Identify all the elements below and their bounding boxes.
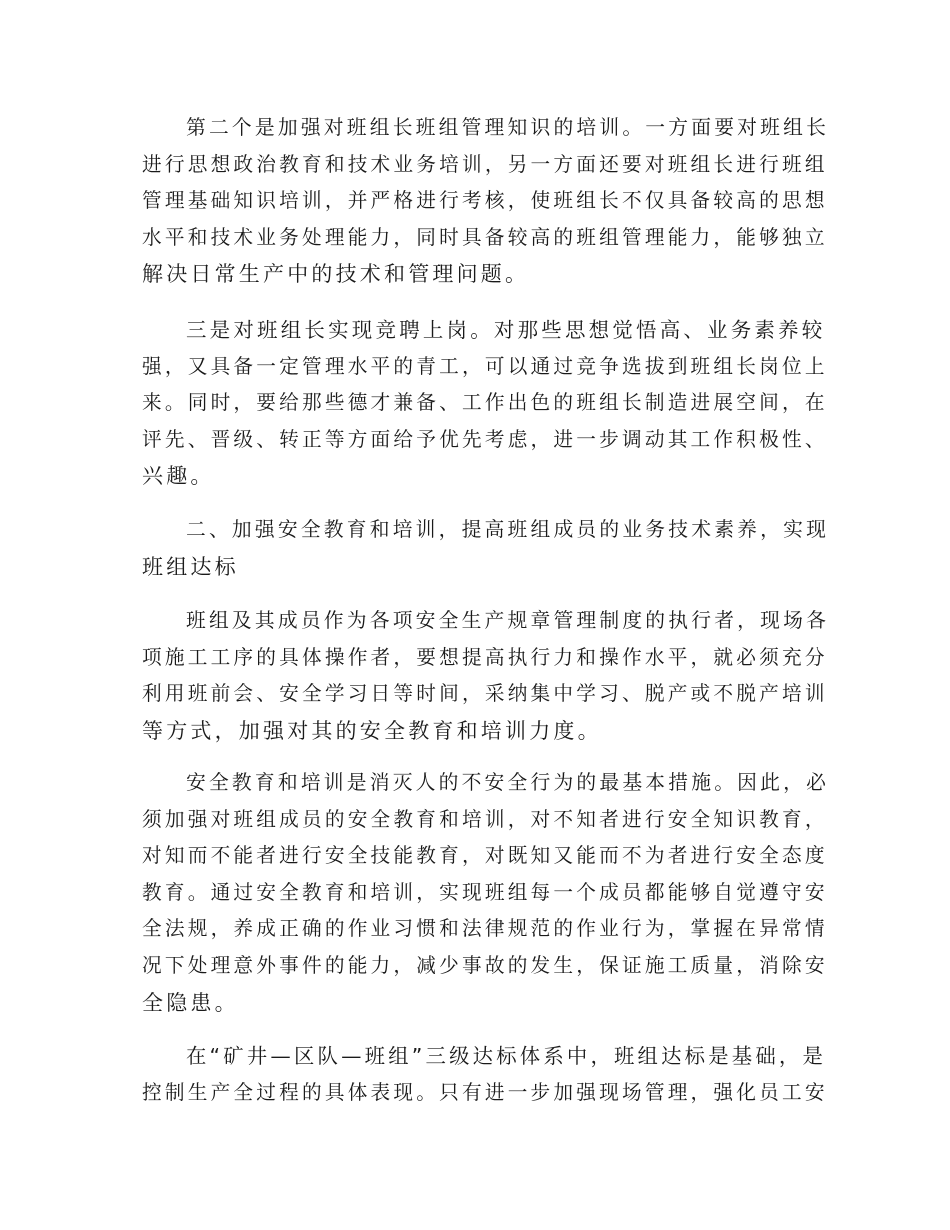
text-line: 管理基础知识培训，并严格进行考核，使班组长不仅具备较高的思想 — [142, 189, 828, 213]
text-line: 二、加强安全教育和培训，提高班组成员的业务技术素养，实现 — [186, 518, 830, 541]
text-line: 况下处理意外事件的能力，减少事故的发生，保证施工质量，消除安 — [142, 953, 828, 977]
text-line: 强，又具备一定管理水平的青工，可以通过竞争选拔到班组长岗位上 — [142, 354, 828, 378]
paragraph-team-members-role — [142, 603, 830, 749]
paragraph-team-leader-training — [142, 110, 830, 293]
text-line: 安全教育和培训是消灭人的不安全行为的最基本措施。因此，必 — [186, 771, 830, 794]
text-line: 须加强对班组成员的安全教育和培训，对不知者进行安全知识教育， — [142, 807, 828, 831]
text-line: 全法规，养成正确的作业习惯和法律规范的作业行为，掌握在异常情 — [142, 917, 828, 941]
text-line: 对知而不能者进行安全技能教育，对既知又能而不为者进行安全态度 — [142, 844, 828, 868]
text-line: 等方式，加强对其的安全教育和培训力度。 — [142, 718, 602, 743]
paragraph-safety-training-measures — [142, 765, 830, 1021]
text-line: 教育。通过安全教育和培训，实现班组每一个成员都能够自觉遵守安 — [142, 880, 828, 904]
text-line: 利用班前会、安全学习日等时间，采纳集中学习、脱产或不脱产培训 — [142, 682, 828, 706]
text-line: 水平和技术业务处理能力，同时具备较高的班组管理能力，能够独立 — [142, 225, 828, 249]
text-line: 班组达标 — [142, 554, 239, 579]
text-line: 项施工工序的具体操作者，要想提高执行力和操作水平，就必须充分 — [142, 645, 828, 669]
text-line: 兴趣。 — [142, 464, 215, 489]
text-line: 第二个是加强对班组长班组管理知识的培训。一方面要对班组长 — [186, 116, 830, 139]
text-line: 三是对班组长实现竞聘上岗。对那些思想觉悟高、业务素养较 — [186, 318, 826, 342]
section-heading-safety-education — [142, 512, 830, 585]
text-line: 解决日常生产中的技术和管理问题。 — [142, 262, 530, 287]
paragraph-competitive-appointment — [142, 312, 828, 495]
text-line: 控制生产全过程的具体表现。只有进一步加强现场管理，强化员工安 — [142, 1080, 828, 1104]
text-line: 来。同时，要给那些德才兼备、工作出色的班组长制造进展空间，在 — [142, 391, 828, 415]
paragraph-three-level-standard — [142, 1038, 828, 1111]
text-line: 班组及其成员作为各项安全生产规章管理制度的执行者，现场各 — [186, 609, 830, 632]
text-line: 评先、晋级、转正等方面给予优先考虑，进一步调动其工作积极性、 — [142, 427, 828, 451]
text-line: 进行思想政治教育和技术业务培训，另一方面还要对班组长进行班组 — [142, 152, 828, 176]
text-line: 在“矿井—区队—班组”三级达标体系中，班组达标是基础，是 — [186, 1044, 827, 1068]
text-line: 全隐患。 — [142, 990, 239, 1015]
